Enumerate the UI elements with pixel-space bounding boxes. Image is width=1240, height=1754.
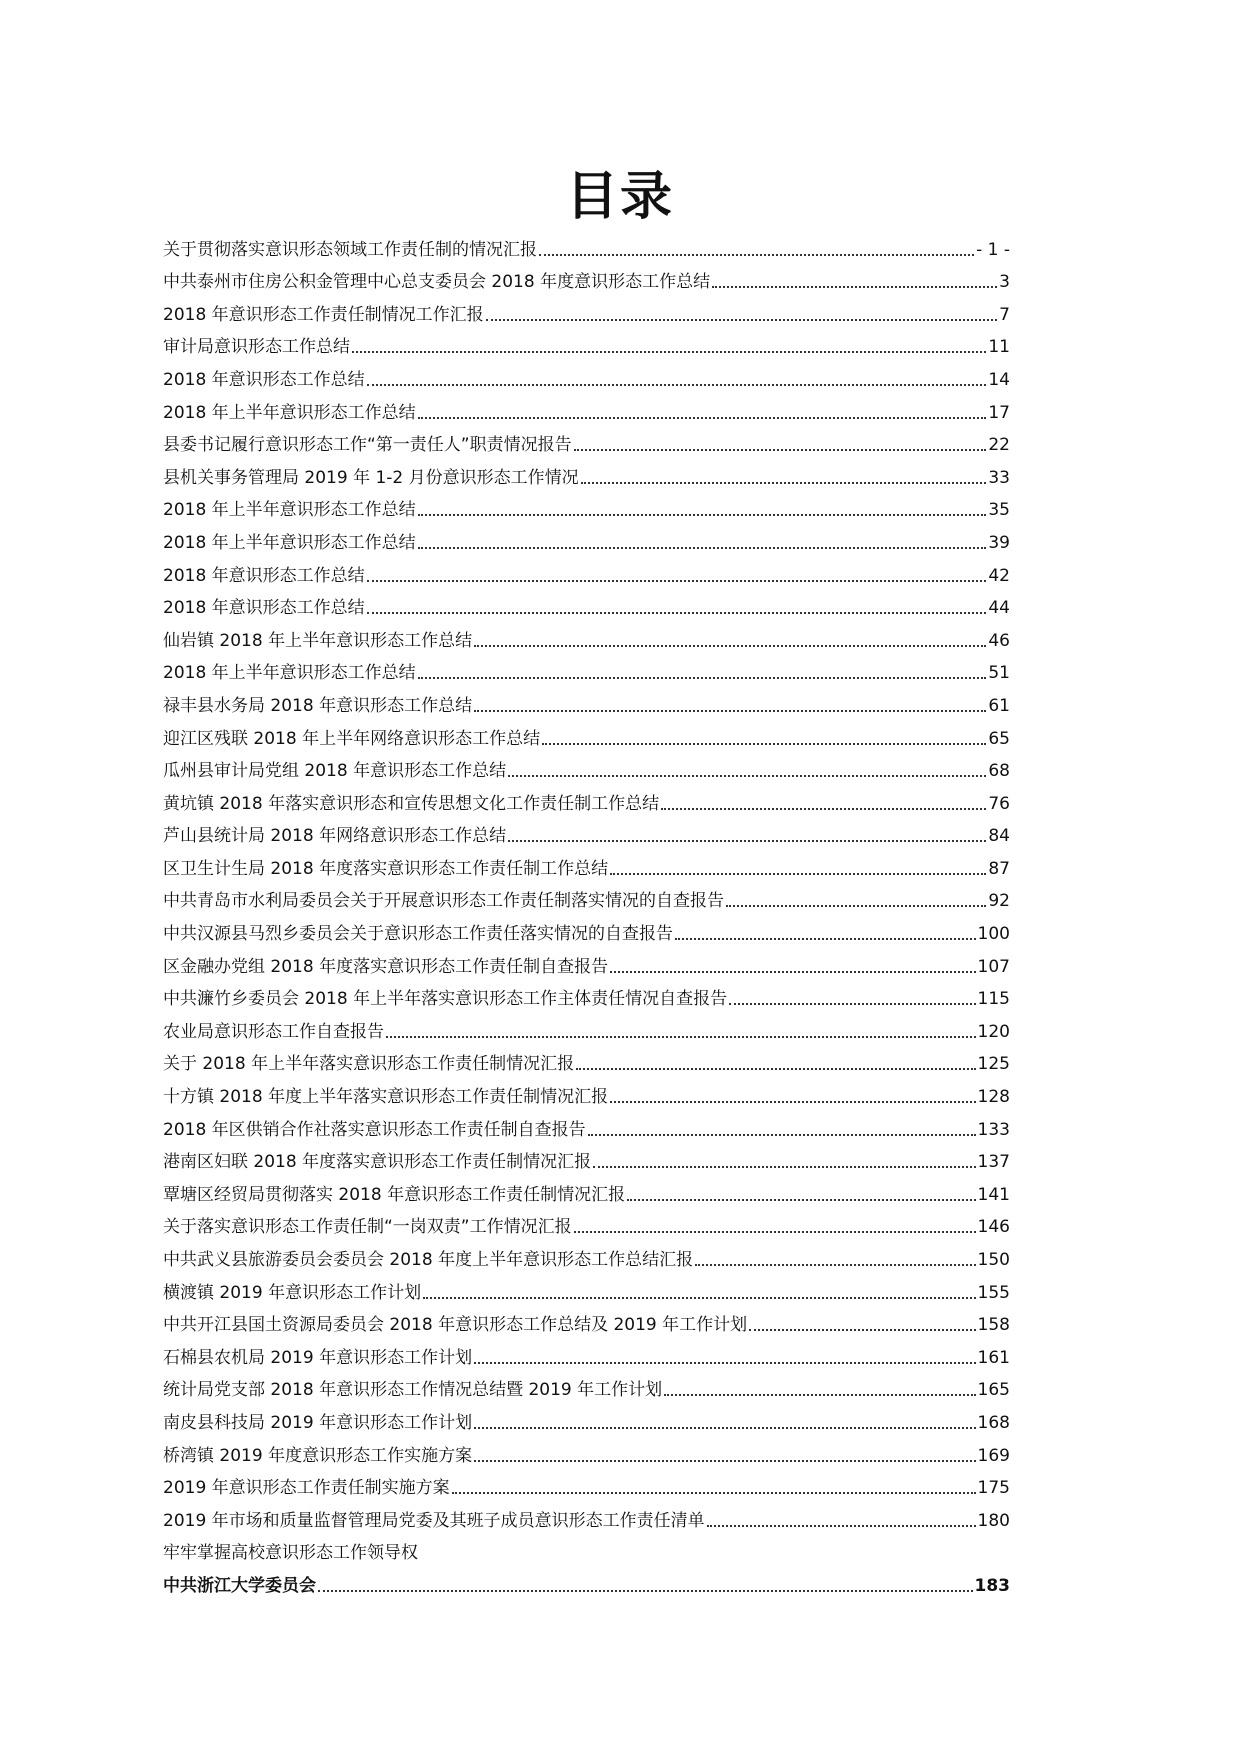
- toc-entry-title: 瓜州县审计局党组 2018 年意识形态工作总结: [163, 761, 507, 782]
- toc-entry-title: 区卫生计生局 2018 年度落实意识形态工作责任制工作总结: [163, 858, 609, 879]
- toc-entry-title: 2019 年市场和质量监督管理局党委及其班子成员意识形态工作责任清单: [163, 1510, 705, 1531]
- toc-entry-title: 黄坑镇 2018 年落实意识形态和宣传思想文化工作责任制工作总结: [163, 793, 660, 814]
- toc-entry[interactable]: [163, 293, 1010, 326]
- toc-entry-title: 港南区妇联 2018 年度落实意识形态工作责任制情况汇报: [163, 1152, 592, 1173]
- toc-entry-page-number: 128: [977, 1087, 1010, 1108]
- toc-entry-page-number: 165: [977, 1380, 1010, 1401]
- toc-entry-title: 2018 年意识形态工作责任制情况工作汇报: [163, 304, 484, 325]
- toc-entry-page-number: 133: [977, 1119, 1010, 1140]
- toc-entry-title: 区金融办党组 2018 年度落实意识形态工作责任制自查报告: [163, 956, 609, 977]
- toc-entry-title: 2018 年意识形态工作总结: [163, 565, 365, 586]
- toc-dot-leader: [474, 1460, 975, 1462]
- toc-entry-page-number: 11: [988, 337, 1010, 358]
- toc-entry-page-number: 137: [977, 1152, 1010, 1173]
- toc-entry-title: 县委书记履行意识形态工作“第一责任人”职责情况报告: [163, 435, 572, 456]
- toc-entry[interactable]: [163, 489, 1010, 522]
- toc-dot-leader: [627, 1199, 975, 1201]
- toc-dot-leader: [318, 1590, 973, 1592]
- toc-entry-page-number: 65: [988, 728, 1010, 749]
- toc-entry-page-number: 169: [977, 1445, 1010, 1466]
- toc-entry[interactable]: [163, 1532, 1010, 1565]
- toc-entry-page-number: 42: [988, 565, 1010, 586]
- toc-entry-page-number: 84: [988, 826, 1010, 847]
- toc-entry-page-number: 158: [977, 1315, 1010, 1336]
- toc-entry[interactable]: [163, 684, 1010, 717]
- toc-dot-leader: [749, 1329, 975, 1331]
- toc-dot-leader: [574, 449, 987, 451]
- toc-entry[interactable]: [163, 880, 1010, 913]
- toc-entry[interactable]: [163, 554, 1010, 587]
- toc-entry-page-number: 183: [974, 1575, 1010, 1596]
- toc-dot-leader: [418, 514, 987, 516]
- toc-dot-leader: [610, 873, 986, 875]
- toc-entry[interactable]: [163, 1206, 1010, 1239]
- toc-entry-page-number: 3: [999, 272, 1010, 293]
- toc-dot-leader: [664, 1394, 975, 1396]
- toc-dot-leader: [574, 1231, 976, 1233]
- toc-entry-page-number: 161: [977, 1347, 1010, 1368]
- toc-entry-page-number: 44: [988, 598, 1010, 619]
- toc-entry-title: 2018 年上半年意识形态工作总结: [163, 500, 416, 521]
- toc-entry[interactable]: [163, 1564, 1010, 1597]
- toc-entry-page-number: 39: [988, 532, 1010, 553]
- toc-entry-page-number: 17: [988, 402, 1010, 423]
- toc-entry-title: 2018 年意识形态工作总结: [163, 369, 365, 390]
- toc-entry-title: 农业局意识形态工作自查报告: [163, 1021, 384, 1042]
- toc-entry-title: 2018 年上半年意识形态工作总结: [163, 663, 416, 684]
- toc-dot-leader: [367, 612, 987, 614]
- toc-dot-leader: [352, 351, 986, 353]
- toc-entry-page-number: 46: [988, 630, 1010, 651]
- toc-entry[interactable]: [163, 358, 1010, 391]
- toc-entry-title: 芦山县统计局 2018 年网络意识形态工作总结: [163, 826, 507, 847]
- toc-entry[interactable]: [163, 815, 1010, 848]
- toc-entry[interactable]: [163, 1401, 1010, 1434]
- toc-entry[interactable]: [163, 521, 1010, 554]
- toc-dot-leader: [726, 905, 986, 907]
- toc-dot-leader: [542, 743, 986, 745]
- toc-entry-page-number: 168: [977, 1412, 1010, 1433]
- toc-entry[interactable]: [163, 717, 1010, 750]
- toc-entry[interactable]: [163, 1499, 1010, 1532]
- toc-entry[interactable]: [163, 847, 1010, 880]
- toc-dot-leader: [418, 677, 987, 679]
- toc-entry-title: 关于 2018 年上半年落实意识形态工作责任制情况汇报: [163, 1054, 575, 1075]
- toc-entry[interactable]: [163, 1369, 1010, 1402]
- toc-entry-title: 中共开江县国土资源局委员会 2018 年意识形态工作总结及 2019 年工作计划: [163, 1315, 748, 1336]
- toc-dot-leader: [367, 384, 987, 386]
- toc-entry[interactable]: [163, 750, 1010, 783]
- toc-dot-leader: [474, 710, 986, 712]
- toc-entry-title: 中共濂竹乡委员会 2018 年上半年落实意识形态工作主体责任情况自查报告: [163, 989, 728, 1010]
- toc-entry-title: 牢牢掌握高校意识形态工作领导权: [163, 1543, 418, 1564]
- toc-entry[interactable]: [163, 1141, 1010, 1174]
- toc-title: 目录: [565, 167, 674, 227]
- toc-entry[interactable]: [163, 619, 1010, 652]
- toc-entry[interactable]: [163, 1304, 1010, 1337]
- toc-entry-title: 中共浙江大学委员会: [163, 1575, 316, 1596]
- toc-entry-title: 关于落实意识形态工作责任制“一岗双责”工作情况汇报: [163, 1217, 572, 1238]
- toc-entry-page-number: 120: [977, 1021, 1010, 1042]
- toc-entry-page-number: 146: [977, 1217, 1010, 1238]
- toc-entry-title: 南皮县科技局 2019 年意识形态工作计划: [163, 1412, 473, 1433]
- toc-list: [163, 228, 1010, 1597]
- toc-dot-leader: [474, 645, 986, 647]
- toc-dot-leader: [539, 254, 974, 256]
- toc-dot-leader: [474, 1362, 975, 1364]
- toc-dot-leader: [508, 775, 986, 777]
- toc-dot-leader: [712, 286, 997, 288]
- toc-entry[interactable]: [163, 945, 1010, 978]
- toc-dot-leader: [588, 1134, 976, 1136]
- toc-entry[interactable]: [163, 1336, 1010, 1369]
- toc-entry-page-number: 115: [977, 989, 1010, 1010]
- toc-entry[interactable]: [163, 1238, 1010, 1271]
- toc-entry-title: 仙岩镇 2018 年上半年意识形态工作总结: [163, 630, 473, 651]
- toc-entry-title: 中共青岛市水利局委员会关于开展意识形态工作责任制落实情况的自查报告: [163, 891, 724, 912]
- toc-dot-leader: [486, 319, 998, 321]
- toc-entry[interactable]: [163, 228, 1010, 261]
- toc-entry-page-number: 76: [988, 793, 1010, 814]
- toc-entry[interactable]: [163, 1075, 1010, 1108]
- toc-entry[interactable]: [163, 587, 1010, 620]
- toc-entry-title: 县机关事务管理局 2019 年 1-2 月份意识形态工作情况: [163, 467, 579, 488]
- toc-dot-leader: [610, 971, 975, 973]
- toc-entry-title: 迎江区残联 2018 年上半年网络意识形态工作总结: [163, 728, 541, 749]
- toc-entry-page-number: - 1 -: [976, 239, 1010, 260]
- toc-entry[interactable]: [163, 391, 1010, 424]
- toc-entry-page-number: 180: [977, 1510, 1010, 1531]
- toc-entry[interactable]: [163, 1434, 1010, 1467]
- toc-entry-title: 中共汉源县马烈乡委员会关于意识形态工作责任落实情况的自查报告: [163, 924, 673, 945]
- toc-dot-leader: [474, 1427, 975, 1429]
- toc-dot-leader: [418, 417, 987, 419]
- toc-dot-leader: [452, 1492, 976, 1494]
- toc-entry-page-number: 175: [977, 1478, 1010, 1499]
- toc-entry-page-number: 87: [988, 858, 1010, 879]
- toc-entry-title: 桥湾镇 2019 年度意识形态工作实施方案: [163, 1445, 473, 1466]
- toc-entry-title: 2018 年上半年意识形态工作总结: [163, 532, 416, 553]
- toc-entry-title: 2018 年意识形态工作总结: [163, 598, 365, 619]
- toc-entry-title: 审计局意识形态工作总结: [163, 337, 350, 358]
- toc-entry-title: 横渡镇 2019 年意识形态工作计划: [163, 1282, 422, 1303]
- toc-entry[interactable]: [163, 261, 1010, 294]
- toc-entry-page-number: 68: [988, 761, 1010, 782]
- toc-entry[interactable]: [163, 1108, 1010, 1141]
- toc-dot-leader: [508, 840, 986, 842]
- toc-entry-title: 关于贯彻落实意识形态领域工作责任制的情况汇报: [163, 239, 537, 260]
- toc-entry[interactable]: [163, 652, 1010, 685]
- toc-entry-page-number: 61: [988, 695, 1010, 716]
- toc-entry[interactable]: [163, 326, 1010, 359]
- toc-entry-title: 2018 年区供销合作社落实意识形态工作责任制自查报告: [163, 1119, 586, 1140]
- toc-dot-leader: [581, 482, 987, 484]
- toc-entry-page-number: 7: [999, 304, 1010, 325]
- toc-dot-leader: [729, 1003, 975, 1005]
- toc-dot-leader: [707, 1525, 976, 1527]
- toc-entry[interactable]: [163, 912, 1010, 945]
- toc-entry-page-number: 51: [988, 663, 1010, 684]
- toc-entry[interactable]: [163, 782, 1010, 815]
- toc-entry-page-number: 35: [988, 500, 1010, 521]
- toc-entry-title: 2019 年意识形态工作责任制实施方案: [163, 1478, 450, 1499]
- toc-entry[interactable]: [163, 1467, 1010, 1500]
- toc-entry-title: 统计局党支部 2018 年意识形态工作情况总结暨 2019 年工作计划: [163, 1380, 663, 1401]
- toc-entry-page-number: 141: [977, 1184, 1010, 1205]
- toc-entry-title: 2018 年上半年意识形态工作总结: [163, 402, 416, 423]
- toc-dot-leader: [610, 1101, 975, 1103]
- toc-entry[interactable]: [163, 978, 1010, 1011]
- toc-entry[interactable]: [163, 1010, 1010, 1043]
- toc-dot-leader: [423, 1297, 975, 1299]
- toc-entry-page-number: 22: [988, 435, 1010, 456]
- toc-entry-title: 中共泰州市住房公积金管理中心总支委员会 2018 年度意识形态工作总结: [163, 272, 711, 293]
- toc-entry[interactable]: [163, 1173, 1010, 1206]
- toc-entry-title: 覃塘区经贸局贯彻落实 2018 年意识形态工作责任制情况汇报: [163, 1184, 626, 1205]
- toc-dot-leader: [418, 547, 987, 549]
- toc-dot-leader: [695, 1264, 975, 1266]
- toc-entry-page-number: 33: [988, 467, 1010, 488]
- toc-entry-title: 中共武义县旅游委员会委员会 2018 年度上半年意识形态工作总结汇报: [163, 1250, 694, 1270]
- toc-dot-leader: [593, 1166, 975, 1168]
- toc-entry-page-number: 92: [988, 891, 1010, 912]
- toc-entry-page-number: 14: [988, 369, 1010, 390]
- toc-dot-leader: [661, 808, 986, 810]
- toc-entry-title: 禄丰县水务局 2018 年意识形态工作总结: [163, 695, 473, 716]
- toc-dot-leader: [367, 580, 987, 582]
- toc-entry-page-number: 100: [977, 924, 1010, 945]
- toc-entry-title: 十方镇 2018 年度上半年落实意识形态工作责任制情况汇报: [163, 1087, 609, 1108]
- toc-dot-leader: [576, 1068, 975, 1070]
- toc-entry[interactable]: [163, 1043, 1010, 1076]
- toc-entry-page-number: 107: [977, 956, 1010, 977]
- toc-dot-leader: [386, 1036, 976, 1038]
- toc-entry-page-number: 125: [977, 1054, 1010, 1075]
- toc-entry[interactable]: [163, 424, 1010, 457]
- toc-entry-page-number: 155: [977, 1282, 1010, 1303]
- toc-dot-leader: [675, 938, 976, 940]
- toc-entry-title: 石棉县农机局 2019 年意识形态工作计划: [163, 1347, 473, 1368]
- toc-entry-page-number: 150: [977, 1250, 1010, 1270]
- toc-entry[interactable]: [163, 456, 1010, 489]
- toc-entry[interactable]: [163, 1271, 1010, 1304]
